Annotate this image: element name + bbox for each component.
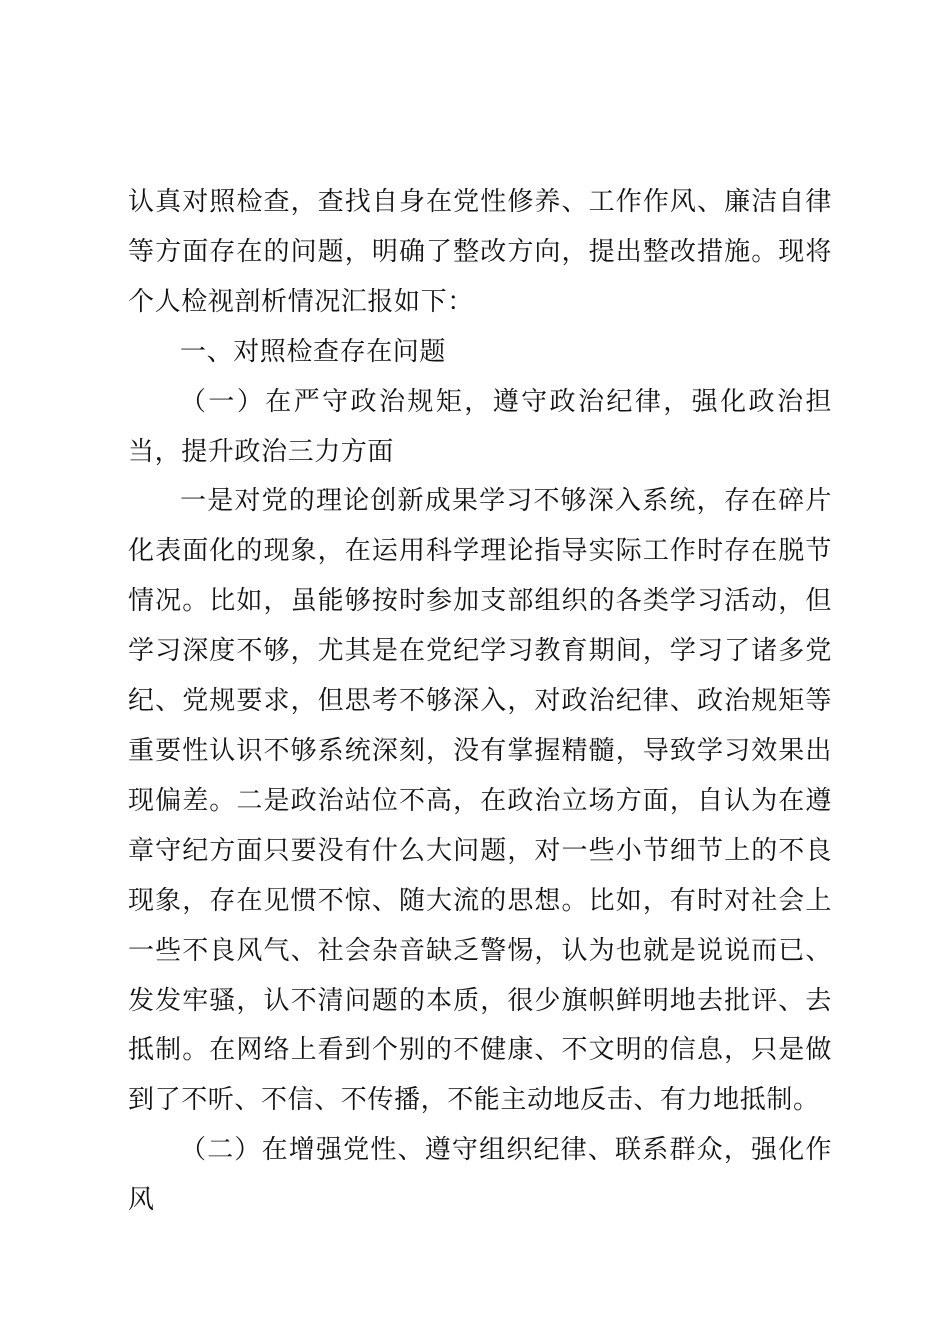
subsection-heading-1: （一）在严守政治规矩，遵守政治纪律，强化政治担当，提升政治三力方面	[128, 386, 832, 467]
body-paragraph: 一是对党的理论创新成果学习不够深入系统，存在碎片化表面化的现象，在运用科学理论指导实际工作时存在脱节情况。比如，虽能够按时参加支部组织的各类学习活动，但学习深度不够，尤其是在党纪学习教育期间，学习了诸多党纪、党规要求，但思考不够深入，对政治纪律、政治规矩等重要性认识不够系统深刻，没有掌握精髓，导致学习效果出现偏差。二是政治站位不高，在政治立场方面，自认为在遵章守纪方面只要没有什么大问题，对一些小节细节上的不良现象，存在见惯不惊、随大流的思想。比如，有时对社会上一些不良风气、社会杂音缺乏警惕，认为也就是说说而已、发发牢骚，认不清问题的本质，很少旗帜鲜明地去批评、去抵制。在网络上看到个别的不健康、不文明的信息，只是做到了不听、不信、不传播，不能主动地反击、有力地抵制。	[128, 486, 832, 1116]
section-heading: 一、对照检查存在问题	[180, 336, 447, 367]
document-body	[128, 178, 832, 1226]
subsection-heading-2: （二）在增强党性、遵守组织纪律、联系群众，强化作风	[128, 1135, 832, 1216]
intro-paragraph: 认真对照检查，查找自身在党性修养、工作作风、廉洁自律等方面存在的问题，明确了整改方向，提出整改措施。现将个人检视剖析情况汇报如下：	[128, 187, 832, 317]
